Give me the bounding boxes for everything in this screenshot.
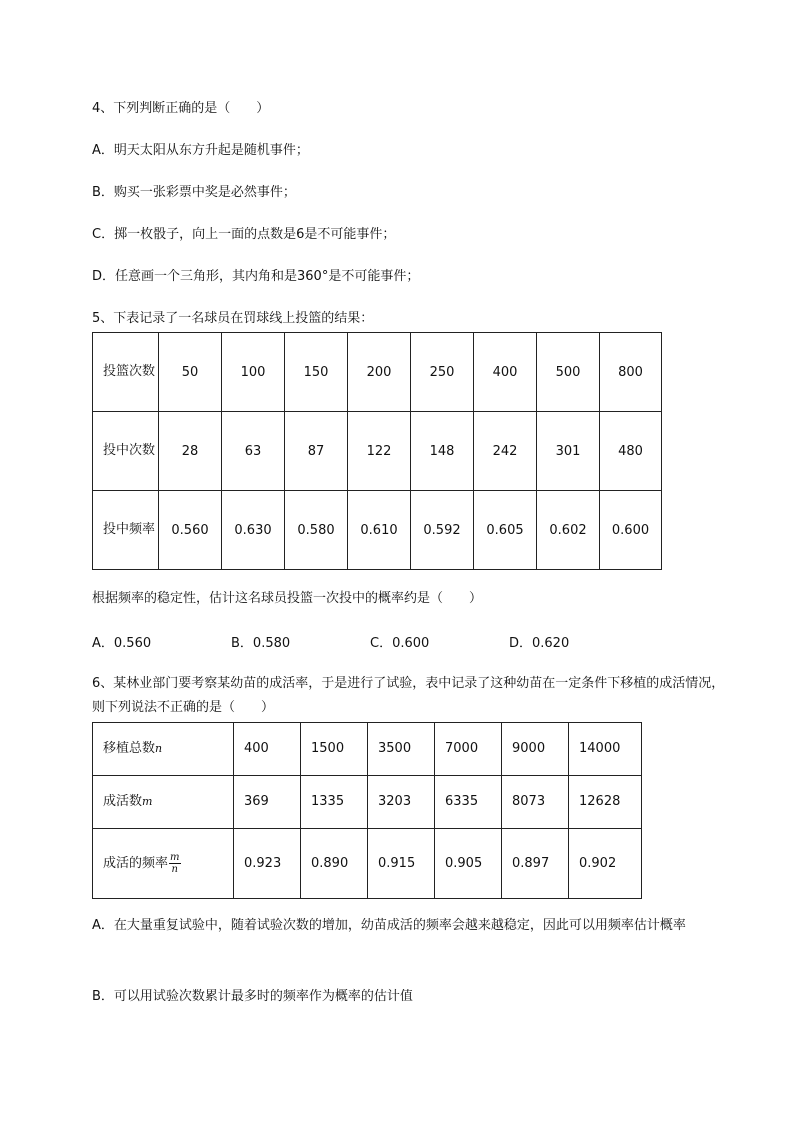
- q6-cell: 0.915: [368, 829, 435, 899]
- q6-cell: 3203: [368, 776, 435, 829]
- q6-frac-num: m: [170, 851, 180, 863]
- q6-label-text: 移植总数: [103, 741, 156, 756]
- q5-cell: 0.610: [348, 491, 411, 570]
- q6-cell: 1335: [301, 776, 368, 829]
- q6-row-survived: [93, 776, 642, 829]
- q6-frac-den: n: [171, 863, 178, 875]
- q6-stem: 6、某林业部门要考察某幼苗的成活率，于是进行了试验，表中记录了这种幼苗在一定条件下移植的成活情况，则下列说法不正确的是（ ）: [92, 676, 725, 715]
- q6-option-a: A．在大量重复试验中，随着试验次数的增加，幼苗成活的频率会越来越稳定，因此可以用频率估计概率: [92, 918, 686, 933]
- q6-cell: 400: [234, 723, 301, 776]
- q5-question: 根据频率的稳定性，估计这名球员投篮一次投中的概率约是（ ）: [92, 591, 483, 606]
- q5-cell: 0.600: [600, 491, 662, 570]
- q6-label-text: 成活数: [103, 794, 143, 809]
- q5-cell: 87: [285, 412, 348, 491]
- q6-row-total: [93, 723, 642, 776]
- q4-option-c: C．掷一枚骰子，向上一面的点数是6是不可能事件；: [92, 227, 396, 242]
- q6-row-rate: [93, 829, 642, 899]
- q6-cell: 0.897: [502, 829, 569, 899]
- q5-cell: 63: [222, 412, 285, 491]
- q6-label-text: 成活的频率: [103, 855, 169, 871]
- q5-cell: 150: [285, 333, 348, 412]
- q5-cell: 200: [348, 333, 411, 412]
- q5-option-c: C．0.600: [370, 636, 430, 651]
- q5-option-a: A．0.560: [92, 636, 152, 651]
- q6-cell: 9000: [502, 723, 569, 776]
- q5-cell: 0.560: [159, 491, 222, 570]
- q5-row-label: 投中次数: [93, 412, 159, 491]
- q5-row-label: 投篮次数: [93, 333, 159, 412]
- q5-cell: 50: [159, 333, 222, 412]
- q5-table: [92, 332, 662, 570]
- q6-row-label: [93, 829, 234, 899]
- q6-cell: 1500: [301, 723, 368, 776]
- q6-cell: 8073: [502, 776, 569, 829]
- q5-cell: 250: [411, 333, 474, 412]
- q6-table: [92, 722, 642, 899]
- q6-cell: 369: [234, 776, 301, 829]
- q6-cell: 7000: [435, 723, 502, 776]
- q4-option-d: D．任意画一个三角形，其内角和是360°是不可能事件；: [92, 269, 420, 284]
- q6-fraction-m-over-n: [169, 852, 180, 875]
- q5-row-frequency: [93, 491, 662, 570]
- q6-cell: 12628: [569, 776, 642, 829]
- q6-cell: 6335: [435, 776, 502, 829]
- q5-cell: 0.592: [411, 491, 474, 570]
- q6-var-n: n: [155, 742, 163, 755]
- q5-cell: 100: [222, 333, 285, 412]
- q5-cell: 500: [537, 333, 600, 412]
- q5-cell: 148: [411, 412, 474, 491]
- q6-row-label: [93, 776, 234, 829]
- q6-cell: 14000: [569, 723, 642, 776]
- q4-option-a: A．明天太阳从东方升起是随机事件；: [92, 143, 309, 158]
- q5-cell: 0.580: [285, 491, 348, 570]
- q4-option-b: B．购买一张彩票中奖是必然事件；: [92, 185, 296, 200]
- q6-cell: 0.902: [569, 829, 642, 899]
- q6-cell: 0.923: [234, 829, 301, 899]
- q5-cell: 0.630: [222, 491, 285, 570]
- q5-cell: 400: [474, 333, 537, 412]
- q5-cell: 480: [600, 412, 662, 491]
- q6-cell: 0.890: [301, 829, 368, 899]
- q5-cell: 800: [600, 333, 662, 412]
- q5-cell: 0.605: [474, 491, 537, 570]
- q5-cell: 122: [348, 412, 411, 491]
- q5-stem: 5、下表记录了一名球员在罚球线上投篮的结果：: [92, 311, 374, 326]
- q6-var-m: m: [142, 795, 153, 808]
- q5-cell: 0.602: [537, 491, 600, 570]
- q6-cell: 3500: [368, 723, 435, 776]
- q4-stem: 4、下列判断正确的是（ ）: [92, 101, 270, 116]
- q6-option-b: B．可以用试验次数累计最多时的频率作为概率的估计值: [92, 989, 413, 1004]
- q5-cell: 242: [474, 412, 537, 491]
- q5-cell: 301: [537, 412, 600, 491]
- q6-row-label: [93, 723, 234, 776]
- q5-row-hits: [93, 412, 662, 491]
- q5-row-label: 投中频率: [93, 491, 159, 570]
- q5-option-d: D．0.620: [509, 636, 570, 651]
- q5-option-b: B．0.580: [231, 636, 291, 651]
- q6-cell: 0.905: [435, 829, 502, 899]
- q5-cell: 28: [159, 412, 222, 491]
- q5-row-attempts: [93, 333, 662, 412]
